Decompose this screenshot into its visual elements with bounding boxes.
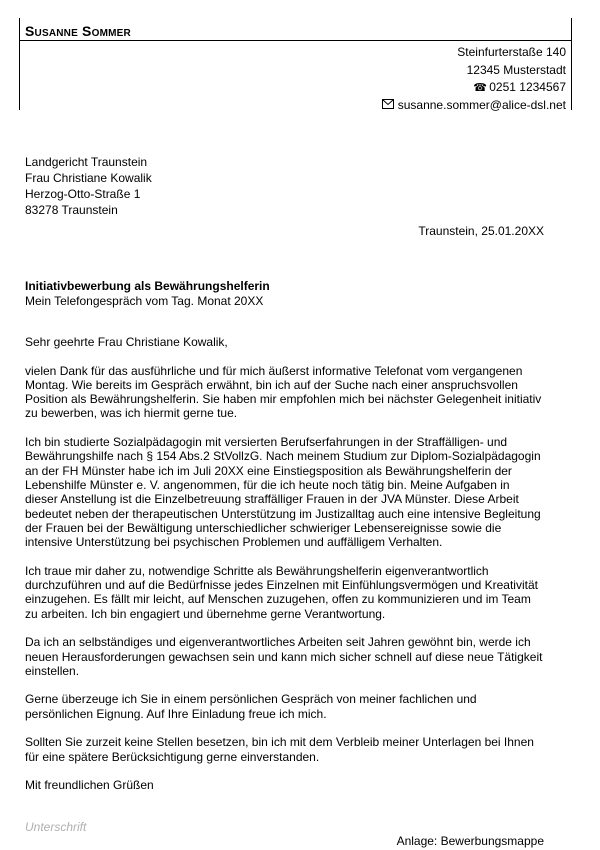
closing: Mit freundlichen Grüßen [25,778,154,793]
subject-block [25,279,270,309]
envelope-icon [382,99,394,111]
salutation: Sehr geehrte Frau Christiane Kowalik, [25,335,228,349]
sender-name: Susanne Sommer [25,23,131,39]
subject-reference: Mein Telefongespräch vom Tag. Monat 20XX [25,294,264,308]
sender-street [382,44,566,62]
sender-street-text: Steinfurterstaße 140 [457,45,566,59]
sender-email-text: susanne.sommer@alice-dsl.net [397,97,566,112]
body-paragraph-4: Da ich an selbständiges und eigenverantwortliches Arbeiten seit Jahren gewöhnt bin, werde ich neuen Herausforderungen gewachsen sein und kann mich sicher schnell auf diese neue Tätigkeit einstellen. [25,635,543,678]
place-date: Traunstein, 25.01.20XX [418,224,544,238]
body-paragraph-2: Ich bin studierte Sozialpädagogin mit versierten Berufserfahrungen in der Straffälligen- und Bewährungshilfe nach § 154 Abs.2 StVollzG. Nach meinem Studium zur Diplom-Sozialpädagogin an der FH Münster habe ich im Juli 20XX eine Einstiegsposition als Bewährungshelferin der Lebenshilfe Münster e. V. angenommen, für die ich heute noch tätig bin. Meine Aufgaben in dieser Anstellung ist die Einzelbetreuung straffälliger Frauen in der JVA Münster. Diese Arbeit bedeutet neben der therapeutischen Unterstützung im Justizalltag auch eine intensive Begleitung der Frauen bei der Bewältigung unterschiedlicher schwieriger Lebensereignisse sowie die intensive Unterstützung bei psychischen Problemen und auffälligem Verhalten. [25,435,541,550]
sender-email [382,97,566,115]
recipient-line-3: Herzog-Otto-Straße 1 [25,187,141,201]
signature-placeholder: Unterschrift [25,820,87,834]
sender-city [382,62,566,80]
attachment-note: Anlage: Bewerbungsmappe [396,834,544,848]
body-paragraph-5: Gerne überzeuge ich Sie in einem persönlichen Gespräch von meiner fachlichen und persönlichen Eignung. Auf Ihre Einladung freue ich mich. [25,692,477,721]
sender-phone [382,79,566,97]
sender-phone-text: 0251 1234567 [489,80,566,94]
recipient-line-1: Landgericht Traunstein [25,155,148,169]
body-paragraph-6: Sollten Sie zurzeit keine Stellen besetzen, bin ich mit dem Verbleib meiner Unterlagen bei Ihnen für eine spätere Berücksichtigung gerne einverstanden. [25,735,534,764]
recipient-line-2: Frau Christiane Kowalik [25,171,152,185]
phone-icon: ☎ [473,81,487,94]
subject-title: Initiativbewerbung als Bewährungshelferin [25,279,270,293]
body-paragraph-1: vielen Dank für das ausführliche und für mich äußerst informative Telefonat vom vergangenen Montag. Wie bereits im Gespräch erwähnt, bin ich auf der Suche nach einer anspruchsvollen Position als Bewährungshelferin. Sie haben mir empfohlen mich bei nächster Gelegenheit initiativ zu bewerben, was ich hiermit gerne tue. [25,363,542,421]
body-paragraph-3: Ich traue mir daher zu, notwendige Schritte als Bewährungshelferin eigenverantwortlich durchzuführen und auf die Bedürfnisse jedes Einzelnen mit Einfühlungsvermögen und Kreativität einzugehen. Es fällt mir leicht, auf Menschen zuzugehen, offen zu kommunizieren und im Team zu arbeiten. Ich bin engagiert und übernehme gerne Verantwortung. [25,563,538,621]
letterhead-rule [20,40,571,41]
sender-address [382,44,566,114]
letter-body [25,335,545,807]
sender-city-text: 12345 Musterstadt [466,62,566,77]
recipient-line-4: 83278 Traunstein [25,203,118,217]
recipient-address [25,154,152,218]
